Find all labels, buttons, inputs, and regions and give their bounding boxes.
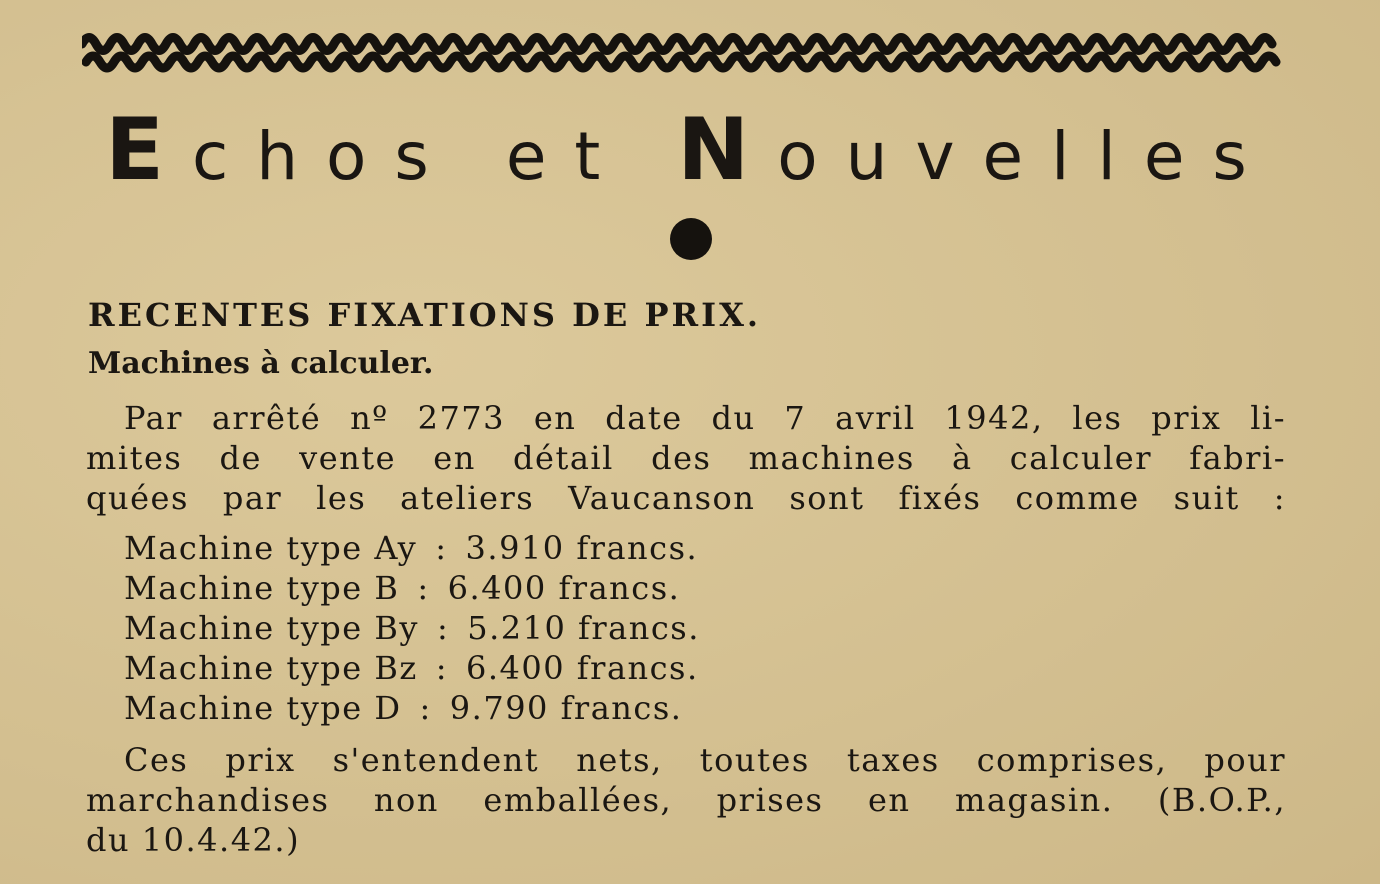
masthead-initial-e: E (105, 100, 192, 200)
price-label: Machine type D (124, 689, 402, 727)
price-label: Machine type Ay (124, 529, 418, 567)
closing-paragraph (86, 740, 1286, 860)
price-value: 6.400 francs. (466, 649, 699, 687)
paragraph-line: Ces prix s'entendent nets, toutes taxes comprises, pour (124, 741, 1286, 779)
price-value: 9.790 francs. (449, 689, 683, 727)
masthead-word-et: et (505, 118, 629, 195)
intro-paragraph (86, 398, 1286, 518)
article-subheading: Machines à calculer. (88, 346, 434, 381)
price-row: Machine type By : 5.210 francs. (124, 609, 700, 647)
masthead-initial-n: N (677, 100, 778, 200)
price-label: Machine type B (124, 569, 400, 607)
price-row: Machine type B : 6.400 francs. (124, 569, 681, 607)
paragraph-line: marchandises non emballées, prises en magasin. (B.O.P., (86, 781, 1286, 819)
price-list (124, 528, 700, 728)
paragraph-line: quées par les ateliers Vaucanson sont fixés comme suit : (86, 479, 1286, 517)
price-label: Machine type Bz (124, 649, 418, 687)
masthead-word-nouvelles: ouvelles (777, 118, 1275, 195)
price-value: 5.210 francs. (467, 609, 700, 647)
paragraph-line: Par arrêté nº 2773 en date du 7 avril 1942, les prix li- (124, 399, 1286, 437)
decorative-bullet-dot (670, 218, 712, 260)
paragraph-line: mites de vente en détail des machines à calculer fabri- (86, 439, 1286, 477)
section-masthead (0, 100, 1380, 200)
decorative-border-ornament (82, 26, 1282, 76)
article-heading: RECENTES FIXATIONS DE PRIX. (88, 296, 762, 334)
price-label: Machine type By (124, 609, 419, 647)
price-value: 6.400 francs. (447, 569, 681, 607)
price-value: 3.910 francs. (465, 529, 699, 567)
price-row: Machine type D : 9.790 francs. (124, 689, 683, 727)
price-row: Machine type Ay : 3.910 francs. (124, 529, 699, 567)
paragraph-line: du 10.4.42.) (86, 821, 301, 859)
masthead-word-echos: chos (191, 118, 457, 195)
price-row: Machine type Bz : 6.400 francs. (124, 649, 699, 687)
